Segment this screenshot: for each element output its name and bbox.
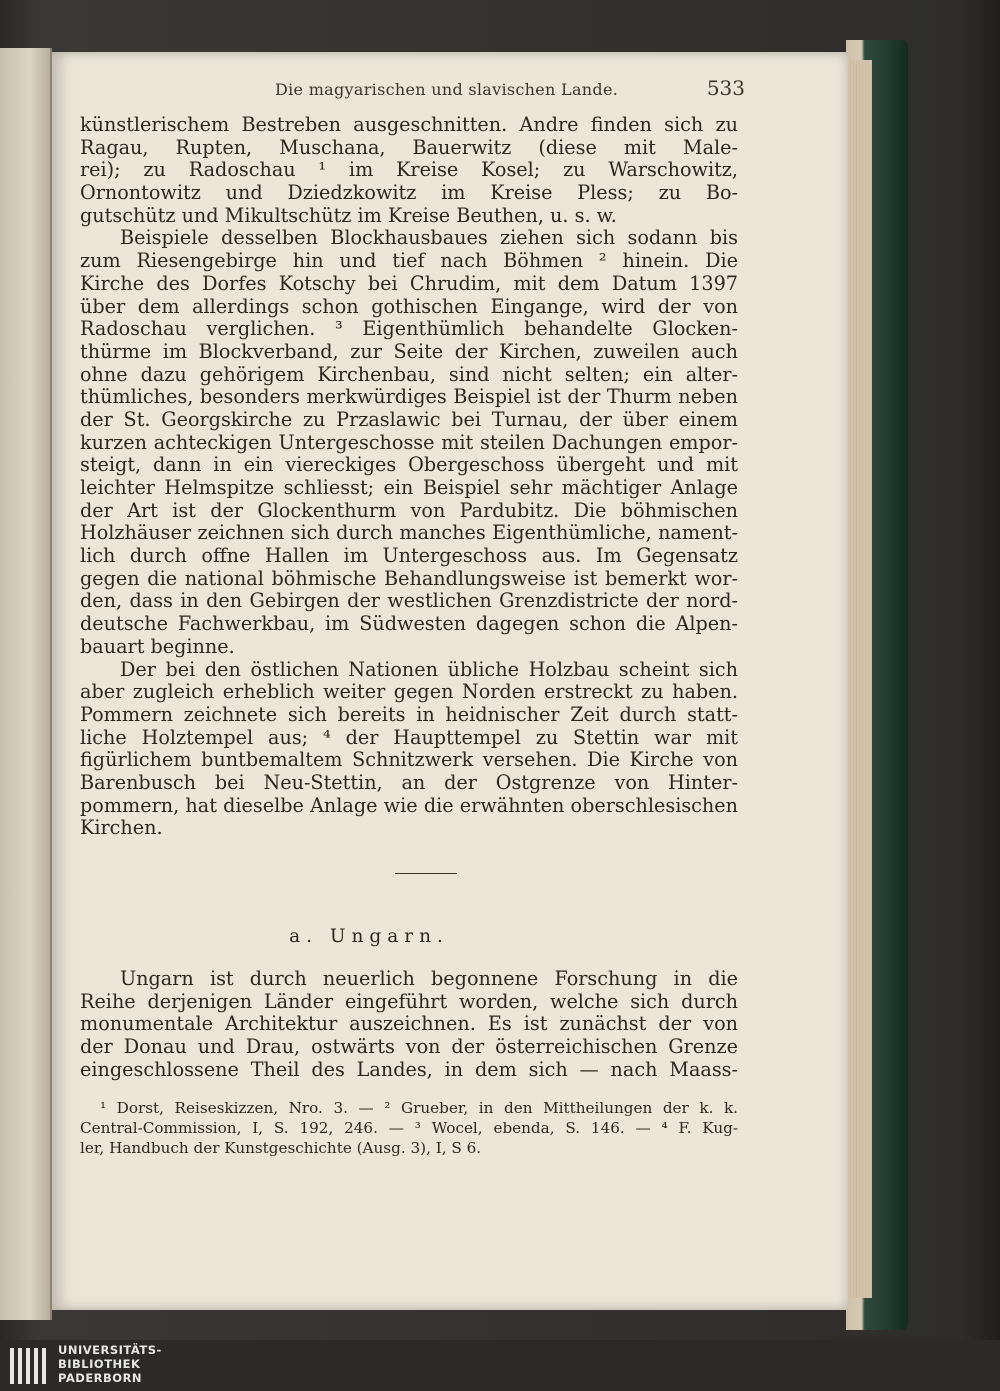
facing-page-edge (0, 48, 52, 1320)
text-line: leichter Helmspitze schliesst; ein Beispiel sehr mächtiger Anlage (80, 477, 738, 499)
text-line: deutsche Fachwerkbau, im Südwesten dagegen schon die Alpen- (80, 613, 738, 636)
text-line: monumentale Architektur auszeichnen. Es ist zunächst der von (80, 1013, 738, 1036)
running-title: Die magyarischen und slavischen Lande. (275, 80, 619, 99)
text-line: den, dass in den Gebirgen der westlichen Grenzdistricte der nord- (80, 590, 738, 613)
text-line: bauart beginne. (80, 635, 235, 658)
text-line: kurzen achteckigen Untergeschosse mit steilen Dachungen empor- (80, 431, 738, 454)
text-line: über dem allerdings schon gothischen Eingange, wird der von (80, 295, 738, 318)
library-name-line: PADERBORN (58, 1371, 143, 1385)
footnote-line: Central-Commission, I, S. 192, 246. — ³ Wocel, ebenda, S. 146. — ⁴ F. Kug- (80, 1119, 738, 1137)
text-line: gutschütz und Mikultschütz im Kreise Beuthen, u. s. w. (80, 204, 617, 227)
section-heading: a. Ungarn. (289, 926, 449, 947)
footnote-line: ¹ Dorst, Reiseskizzen, Nro. 3. — ² Grueber, in den Mittheilungen der k. k. (100, 1099, 738, 1117)
text-line: der Art ist der Glockenthurm von Pardubitz. Die böhmischen (80, 499, 738, 522)
text-line: Ornontowitz und Dziedzkowitz im Kreise Pless; zu Bo- (80, 182, 738, 205)
text-line: Kirchen. (80, 817, 163, 840)
library-logo-icon (8, 1344, 52, 1388)
text-line: steigt, dann in ein viereckiges Obergeschoss übergeht und mit (80, 454, 738, 477)
text-line: rei); zu Radoschau ¹ im Kreise Kosel; zu Warschowitz, (80, 159, 738, 182)
text-line: ohne dazu gehörigem Kirchenbau, sind nicht selten; ein alter- (80, 363, 738, 386)
library-name (58, 1343, 162, 1385)
text-line: Reihe derjenigen Länder eingeführt worden, welche sich durch (80, 990, 738, 1013)
section-divider (395, 873, 457, 874)
library-name-line: UNIVERSITÄTS- (58, 1343, 162, 1357)
text-line: lich durch offne Hallen im Untergeschoss aus. Im Gegensatz (80, 545, 738, 568)
text-line: figürlichem buntbemaltem Schnitzwerk versehen. Die Kirche von (80, 749, 738, 772)
text-line: Ungarn ist durch neuerlich begonnene Forschung in die (120, 968, 738, 990)
text-line: thürme im Blockverband, zur Seite der Kirchen, zuweilen auch (80, 340, 738, 363)
text-line: Pommern zeichnete sich bereits in heidnischer Zeit durch statt- (80, 703, 738, 726)
footnotes (80, 1098, 738, 1158)
page-block-edges (846, 60, 872, 1298)
main-paragraphs (80, 114, 738, 840)
library-footer (0, 1340, 1000, 1391)
text-line: liche Holztempel aus; ⁴ der Haupttempel zu Stettin war mit (80, 726, 738, 749)
text-line: eingeschlossene Theil des Landes, in dem sich — nach Maass- (80, 1058, 738, 1081)
footnote-line: ler, Handbuch der Kunstgeschichte (Ausg. 3), I, S 6. (80, 1139, 482, 1157)
text-line: gegen die national böhmische Behandlungsweise ist bemerkt wor- (80, 567, 738, 590)
text-line: aber zugleich erheblich weiter gegen Norden erstreckt zu haben. (80, 681, 738, 704)
text-line: künstlerischem Bestreben ausgeschnitten. Andre finden sich zu (80, 114, 738, 136)
text-line: zum Riesengebirge hin und tief nach Böhmen ² hinein. Die (80, 250, 738, 273)
page-number: 533 (706, 76, 745, 100)
text-line: Ragau, Rupten, Muschana, Bauerwitz (diese mit Male- (80, 136, 738, 159)
text-line: Der bei den östlichen Nationen übliche Holzbau scheint sich (120, 658, 738, 681)
running-head (80, 76, 745, 102)
text-line: Barenbusch bei Neu-Stettin, an der Ostgrenze von Hinter- (80, 771, 738, 794)
text-line: der St. Georgskirche zu Przaslawic bei Turnau, der über einem (80, 408, 738, 431)
text-line: Radoschau verglichen. ³ Eigenthümlich behandelte Glocken- (80, 318, 738, 341)
text-line: Kirche des Dorfes Kotschy bei Chrudim, mit dem Datum 1397 (80, 272, 738, 295)
section-paragraph (80, 968, 738, 1081)
text-line: pommern, hat dieselbe Anlage wie die erwähnten oberschlesischen (80, 794, 738, 817)
library-name-line: BIBLIOTHEK (58, 1357, 141, 1371)
text-line: thümliches, besonders merkwürdiges Beispiel ist der Thurm neben (80, 386, 738, 409)
text-line: Beispiele desselben Blockhausbaues ziehen sich sodann bis (120, 227, 738, 250)
text-line: Holzhäuser zeichnen sich durch manches Eigenthümliche, nament- (80, 522, 738, 545)
text-line: der Donau und Drau, ostwärts von der österreichischen Grenze (80, 1036, 738, 1059)
